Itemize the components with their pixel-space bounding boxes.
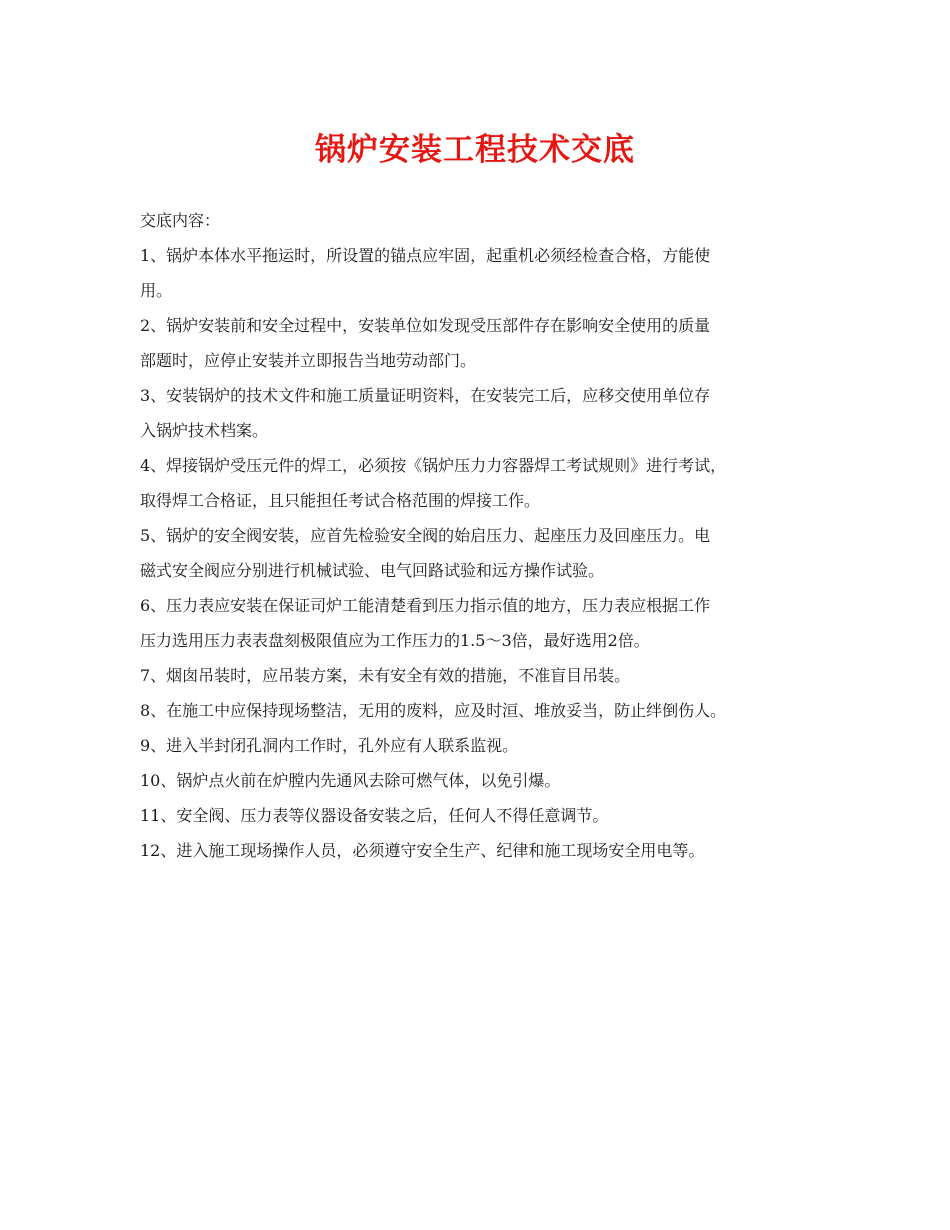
document-body (140, 203, 820, 868)
text-line: 压力选用压力表表盘刻极限值应为工作压力的1.5～3倍，最好选用2倍。 (140, 631, 650, 650)
text-line: 3、安装锅炉的技术文件和施工质量证明资料，在安装完工后，应移交使用单位存 (140, 386, 711, 405)
text-line: 5、锅炉的安全阀安装，应首先检验安全阀的始启压力、起座压力及回座压力。电 (140, 526, 711, 545)
text-line: 1、锅炉本体水平拖运时，所设置的锚点应牢固，起重机必须经检查合格，方能使 (140, 246, 711, 265)
text-line: 取得焊工合格证，且只能担任考试合格范围的焊接工作。 (140, 491, 541, 510)
text-line: 10、锅炉点火前在炉膛内先通风去除可燃气体，以免引爆。 (140, 771, 561, 790)
text-line: 7、烟囱吊装时，应吊装方案，未有安全有效的措施，不准盲目吊装。 (140, 666, 631, 685)
text-line: 4、焊接锅炉受压元件的焊工，必须按《锅炉压力力容器焊工考试规则》进行考试， (140, 456, 727, 475)
text-line: 9、进入半封闭孔洞内工作时，孔外应有人联系监视。 (140, 736, 519, 755)
text-line: 11、安全阀、压力表等仪器设备安装之后，任何人不得任意调节。 (140, 806, 609, 825)
text-line: 6、压力表应安装在保证司炉工能清楚看到压力指示值的地方，压力表应根据工作 (140, 596, 711, 615)
text-line: 12、进入施工现场操作人员，必须遵守安全生产、纪律和施工现场安全用电等。 (140, 841, 705, 860)
text-line: 2、锅炉安装前和安全过程中，安装单位如发现受压部件存在影响安全使用的质量 (140, 316, 711, 335)
text-line: 8、在施工中应保持现场整洁，无用的废料，应及时洹、堆放妥当，防止绊倒伤人。 (140, 701, 727, 720)
text-line: 磁式安全阀应分别进行机械试验、电气回路试验和远方操作试验。 (140, 561, 605, 580)
text-line: 用。 (140, 281, 173, 300)
text-line: 入锅炉技术档案。 (140, 421, 269, 440)
document-title: 锅炉安装工程技术交底 (315, 132, 635, 168)
intro-label: 交底内容： (140, 211, 221, 230)
text-line: 部题时，应停止安装并立即报告当地劳动部门。 (140, 351, 477, 370)
